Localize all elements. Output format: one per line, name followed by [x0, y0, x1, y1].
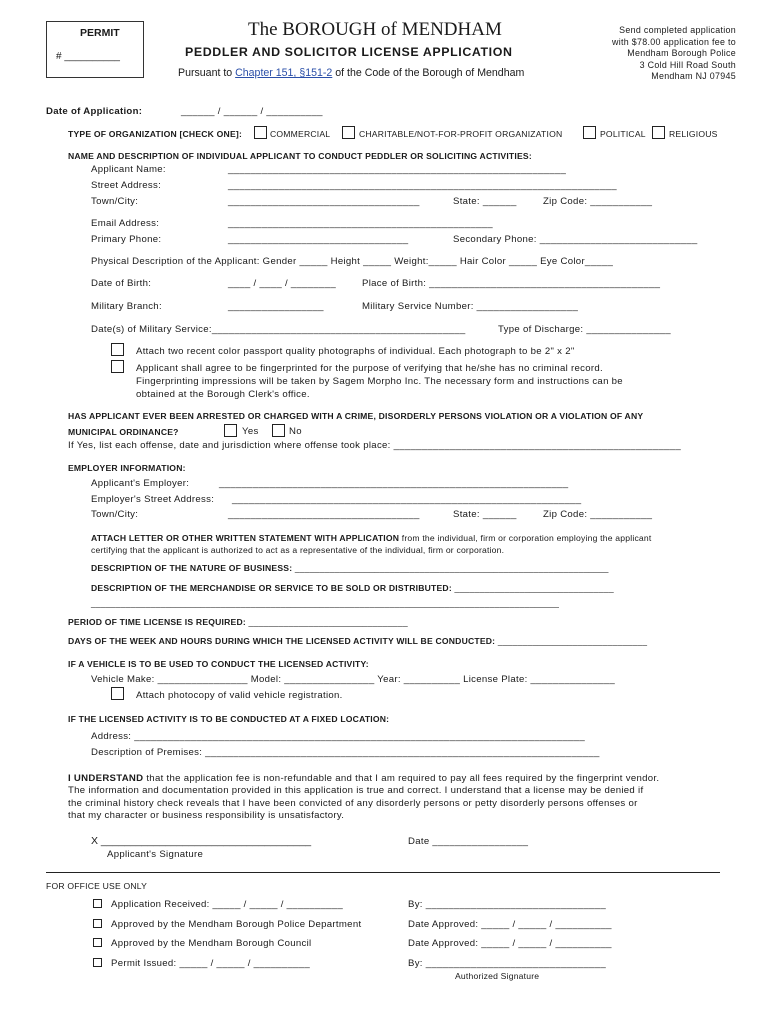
employer-label: Applicant's Employer: [91, 478, 190, 489]
police-approval-checkbox[interactable] [93, 919, 102, 928]
employer-town-label: Town/City: [91, 509, 139, 520]
street-address-label: Street Address: [91, 180, 162, 191]
employer-street-field[interactable]: ______________________________________________________________ [232, 494, 582, 505]
employer-town-field[interactable]: __________________________________ [228, 509, 420, 520]
org-type-label: TYPE OF ORGANIZATION [CHECK ONE]: [68, 129, 243, 139]
employer-heading: EMPLOYER INFORMATION: [68, 463, 186, 473]
charitable-option: CHARITABLE/NOT-FOR-PROFIT ORGANIZATION [359, 129, 563, 139]
fingerprint-text: Applicant shall agree to be fingerprinted for the purpose of verifying that he/she has no criminal record. [136, 363, 603, 374]
arrest-yes-checkbox[interactable] [224, 424, 237, 437]
permit-issued-checkbox[interactable] [93, 958, 102, 967]
place-of-birth-field[interactable]: Place of Birth: _________________________________________ [362, 278, 661, 289]
signature-date-field[interactable]: Date _________________ [408, 836, 529, 847]
zip-code-field[interactable]: Zip Code: ___________ [543, 196, 653, 207]
date-of-application-label: Date of Application: [46, 106, 143, 117]
application-received-field[interactable]: Application Received: _____ / _____ / __________ [111, 899, 344, 910]
pursuant-prefix: Pursuant to [178, 67, 236, 79]
attach-letter-instruction [91, 533, 651, 543]
application-received-checkbox[interactable] [93, 899, 102, 908]
date-of-application-field[interactable]: ______ / ______ / __________ [181, 106, 323, 117]
send-line: Mendham Borough Police [627, 48, 736, 59]
chapter-link[interactable]: Chapter 151, §151-2 [235, 67, 333, 79]
authorized-signature-label: Authorized Signature [455, 971, 540, 981]
understand-line1 [68, 773, 659, 784]
primary-phone-field[interactable]: ________________________________ [228, 234, 409, 245]
days-hours-blank[interactable]: ______________________________ [495, 636, 648, 646]
nature-of-business-blank[interactable]: _______________________________________________________________ [292, 563, 609, 573]
premises-description-field[interactable]: Description of Premises: ______________________________________________________________________ [91, 747, 600, 758]
signature-label: Applicant's Signature [107, 849, 204, 860]
applicant-heading: NAME AND DESCRIPTION OF INDIVIDUAL APPLICANT TO CONDUCT PEDDLER OR SOLICITING ACTIVITIES: [68, 151, 532, 161]
nature-of-business-field[interactable] [91, 563, 609, 573]
photos-checkbox[interactable] [111, 343, 124, 356]
military-service-dates-field[interactable]: Date(s) of Military Service:_____________________________________________ [91, 324, 466, 335]
religious-option: RELIGIOUS [669, 129, 718, 139]
merchandise-field[interactable] [91, 583, 614, 593]
discharge-type-field[interactable]: Type of Discharge: _______________ [498, 324, 671, 335]
pursuant-line [178, 67, 524, 79]
photos-instruction: Attach two recent color passport quality photographs of individual. Each photograph to be 2" x 2" [136, 346, 575, 357]
permit-number-field[interactable]: # __________ [56, 51, 120, 62]
send-line: 3 Cold Hill Road South [639, 59, 736, 70]
employer-zip-field[interactable]: Zip Code: ___________ [543, 509, 653, 520]
vehicle-registration-checkbox[interactable] [111, 687, 124, 700]
understand-line4: that my character or business responsibility is unsatisfactory. [68, 810, 345, 821]
military-branch-label: Military Branch: [91, 301, 162, 312]
permit-issued-field[interactable]: Permit Issued: _____ / _____ / __________ [111, 958, 310, 969]
charitable-checkbox[interactable] [342, 126, 355, 139]
religious-checkbox[interactable] [652, 126, 665, 139]
state-field[interactable]: State: ______ [453, 196, 517, 207]
employer-street-label: Employer's Street Address: [91, 494, 215, 505]
fixed-address-field[interactable]: Address: ________________________________________________________________________________ [91, 731, 586, 742]
date-of-birth-field[interactable]: ____ / ____ / ________ [228, 278, 336, 289]
understand-line3: the criminal history check reveals that I have been convicted of any disorderly persons or petty disorderly persons offenses or [68, 798, 638, 809]
offense-list-field[interactable]: If Yes, list each offense, date and jurisdiction where offense took place: ___________________________________________________ [68, 440, 682, 451]
council-approval-checkbox[interactable] [93, 938, 102, 947]
employer-state-field[interactable]: State: ______ [453, 509, 517, 520]
license-period-field[interactable] [68, 617, 408, 627]
political-option: POLITICAL [600, 129, 646, 139]
council-approval-label: Approved by the Mendham Borough Council [111, 938, 312, 949]
secondary-phone-field[interactable]: Secondary Phone: ____________________________ [453, 234, 698, 245]
received-by-field[interactable]: By: ________________________________ [408, 899, 607, 910]
permit-label: PERMIT [80, 27, 120, 39]
political-checkbox[interactable] [583, 126, 596, 139]
street-address-field[interactable]: _____________________________________________________________________ [228, 180, 617, 191]
arrest-no-checkbox[interactable] [272, 424, 285, 437]
commercial-checkbox[interactable] [254, 126, 267, 139]
nature-of-business-label: DESCRIPTION OF THE NATURE OF BUSINESS: [91, 563, 293, 573]
applicant-signature-field[interactable]: X ____________________________________ [91, 835, 312, 847]
merchandise-label: DESCRIPTION OF THE MERCHANDISE OR SERVICE TO BE SOLD OR DISTRIBUTED: [91, 583, 452, 593]
military-branch-field[interactable]: _________________ [228, 301, 324, 312]
license-period-blank[interactable]: ________________________________ [245, 617, 408, 627]
arrest-yes-label: Yes [242, 426, 259, 437]
days-hours-field[interactable] [68, 636, 647, 646]
email-label: Email Address: [91, 218, 160, 229]
license-period-label: PERIOD OF TIME LICENSE IS REQUIRED: [68, 617, 246, 627]
understand-bold: I UNDERSTAND [68, 773, 144, 784]
applicant-name-field[interactable]: ____________________________________________________________ [228, 164, 567, 175]
pursuant-suffix: of the Code of the Borough of Mendham [332, 67, 525, 79]
borough-title: The BOROUGH of MENDHAM [248, 19, 502, 40]
primary-phone-label: Primary Phone: [91, 234, 162, 245]
email-field[interactable]: _______________________________________________ [228, 218, 493, 229]
attach-letter-line2: certifying that the applicant is authorized to act as a representative of the individual, firm or corporation. [91, 545, 505, 555]
send-to-block [612, 25, 736, 83]
town-city-field[interactable]: __________________________________ [228, 196, 420, 207]
attach-letter-rest: from the individual, firm or corporation employing the applicant [399, 533, 652, 543]
physical-description-field[interactable]: Physical Description of the Applicant: Gender _____ Height _____ Weight:_____ Hair Color _____ Eye Color_____ [91, 256, 614, 267]
understand-line2: The information and documentation provided in this application is true and correct. I understand that a license may be denied if [68, 785, 644, 796]
police-approval-date-field[interactable]: Date Approved: _____ / _____ / __________ [408, 919, 612, 930]
fingerprint-checkbox[interactable] [111, 360, 124, 373]
date-of-birth-label: Date of Birth: [91, 278, 152, 289]
applicant-name-label: Applicant Name: [91, 164, 166, 175]
fingerprint-text: obtained at the Borough Clerk's office. [136, 389, 310, 400]
council-approval-date-field[interactable]: Date Approved: _____ / _____ / __________ [408, 938, 612, 949]
merchandise-blank[interactable]: ________________________________ [451, 583, 614, 593]
issued-by-field[interactable]: By: ________________________________ [408, 958, 607, 969]
town-city-label: Town/City: [91, 196, 139, 207]
form-title: PEDDLER AND SOLICITOR LICENSE APPLICATION [185, 45, 513, 59]
police-approval-label: Approved by the Mendham Borough Police Department [111, 919, 362, 930]
arrest-no-label: No [289, 426, 302, 437]
employer-field[interactable]: ______________________________________________________________ [219, 478, 569, 489]
office-divider [46, 872, 720, 873]
vehicle-heading: IF A VEHICLE IS TO BE USED TO CONDUCT THE LICENSED ACTIVITY: [68, 659, 369, 669]
merchandise-field-line2[interactable]: ______________________________________________________________________________________________ [91, 598, 560, 608]
fixed-location-heading: IF THE LICENSED ACTIVITY IS TO BE CONDUCTED AT A FIXED LOCATION: [68, 714, 390, 724]
send-line: Send completed application [619, 25, 736, 35]
vehicle-registration-text: Attach photocopy of valid vehicle registration. [136, 690, 343, 701]
understand-rest: that the application fee is non-refundable and that I am required to pay all fees required by the fingerprint vendor. [143, 773, 660, 784]
arrest-question: HAS APPLICANT EVER BEEN ARRESTED OR CHARGED WITH A CRIME, DISORDERLY PERSONS VIOLATION OR A VIOLATION OF ANY [68, 411, 644, 421]
days-hours-label: DAYS OF THE WEEK AND HOURS DURING WHICH THE LICENSED ACTIVITY WILL BE CONDUCTED: [68, 636, 496, 646]
military-service-number-field[interactable]: Military Service Number: __________________ [362, 301, 579, 312]
fingerprint-text: Fingerprinting impressions will be taken by Sagem Morpho Inc. The necessary form and instructions can be [136, 376, 623, 387]
send-line: with $78.00 application fee to [612, 36, 736, 47]
commercial-option: COMMERCIAL [270, 129, 331, 139]
attach-letter-bold: ATTACH LETTER OR OTHER WRITTEN STATEMENT WITH APPLICATION [91, 533, 400, 543]
arrest-question-cont: MUNICIPAL ORDINANCE? [68, 427, 179, 437]
send-line: Mendham NJ 07945 [651, 71, 736, 82]
vehicle-details-field[interactable]: Vehicle Make: ________________ Model: ________________ Year: __________ License Plate: _______________ [91, 674, 616, 685]
office-use-heading: FOR OFFICE USE ONLY [46, 881, 148, 891]
